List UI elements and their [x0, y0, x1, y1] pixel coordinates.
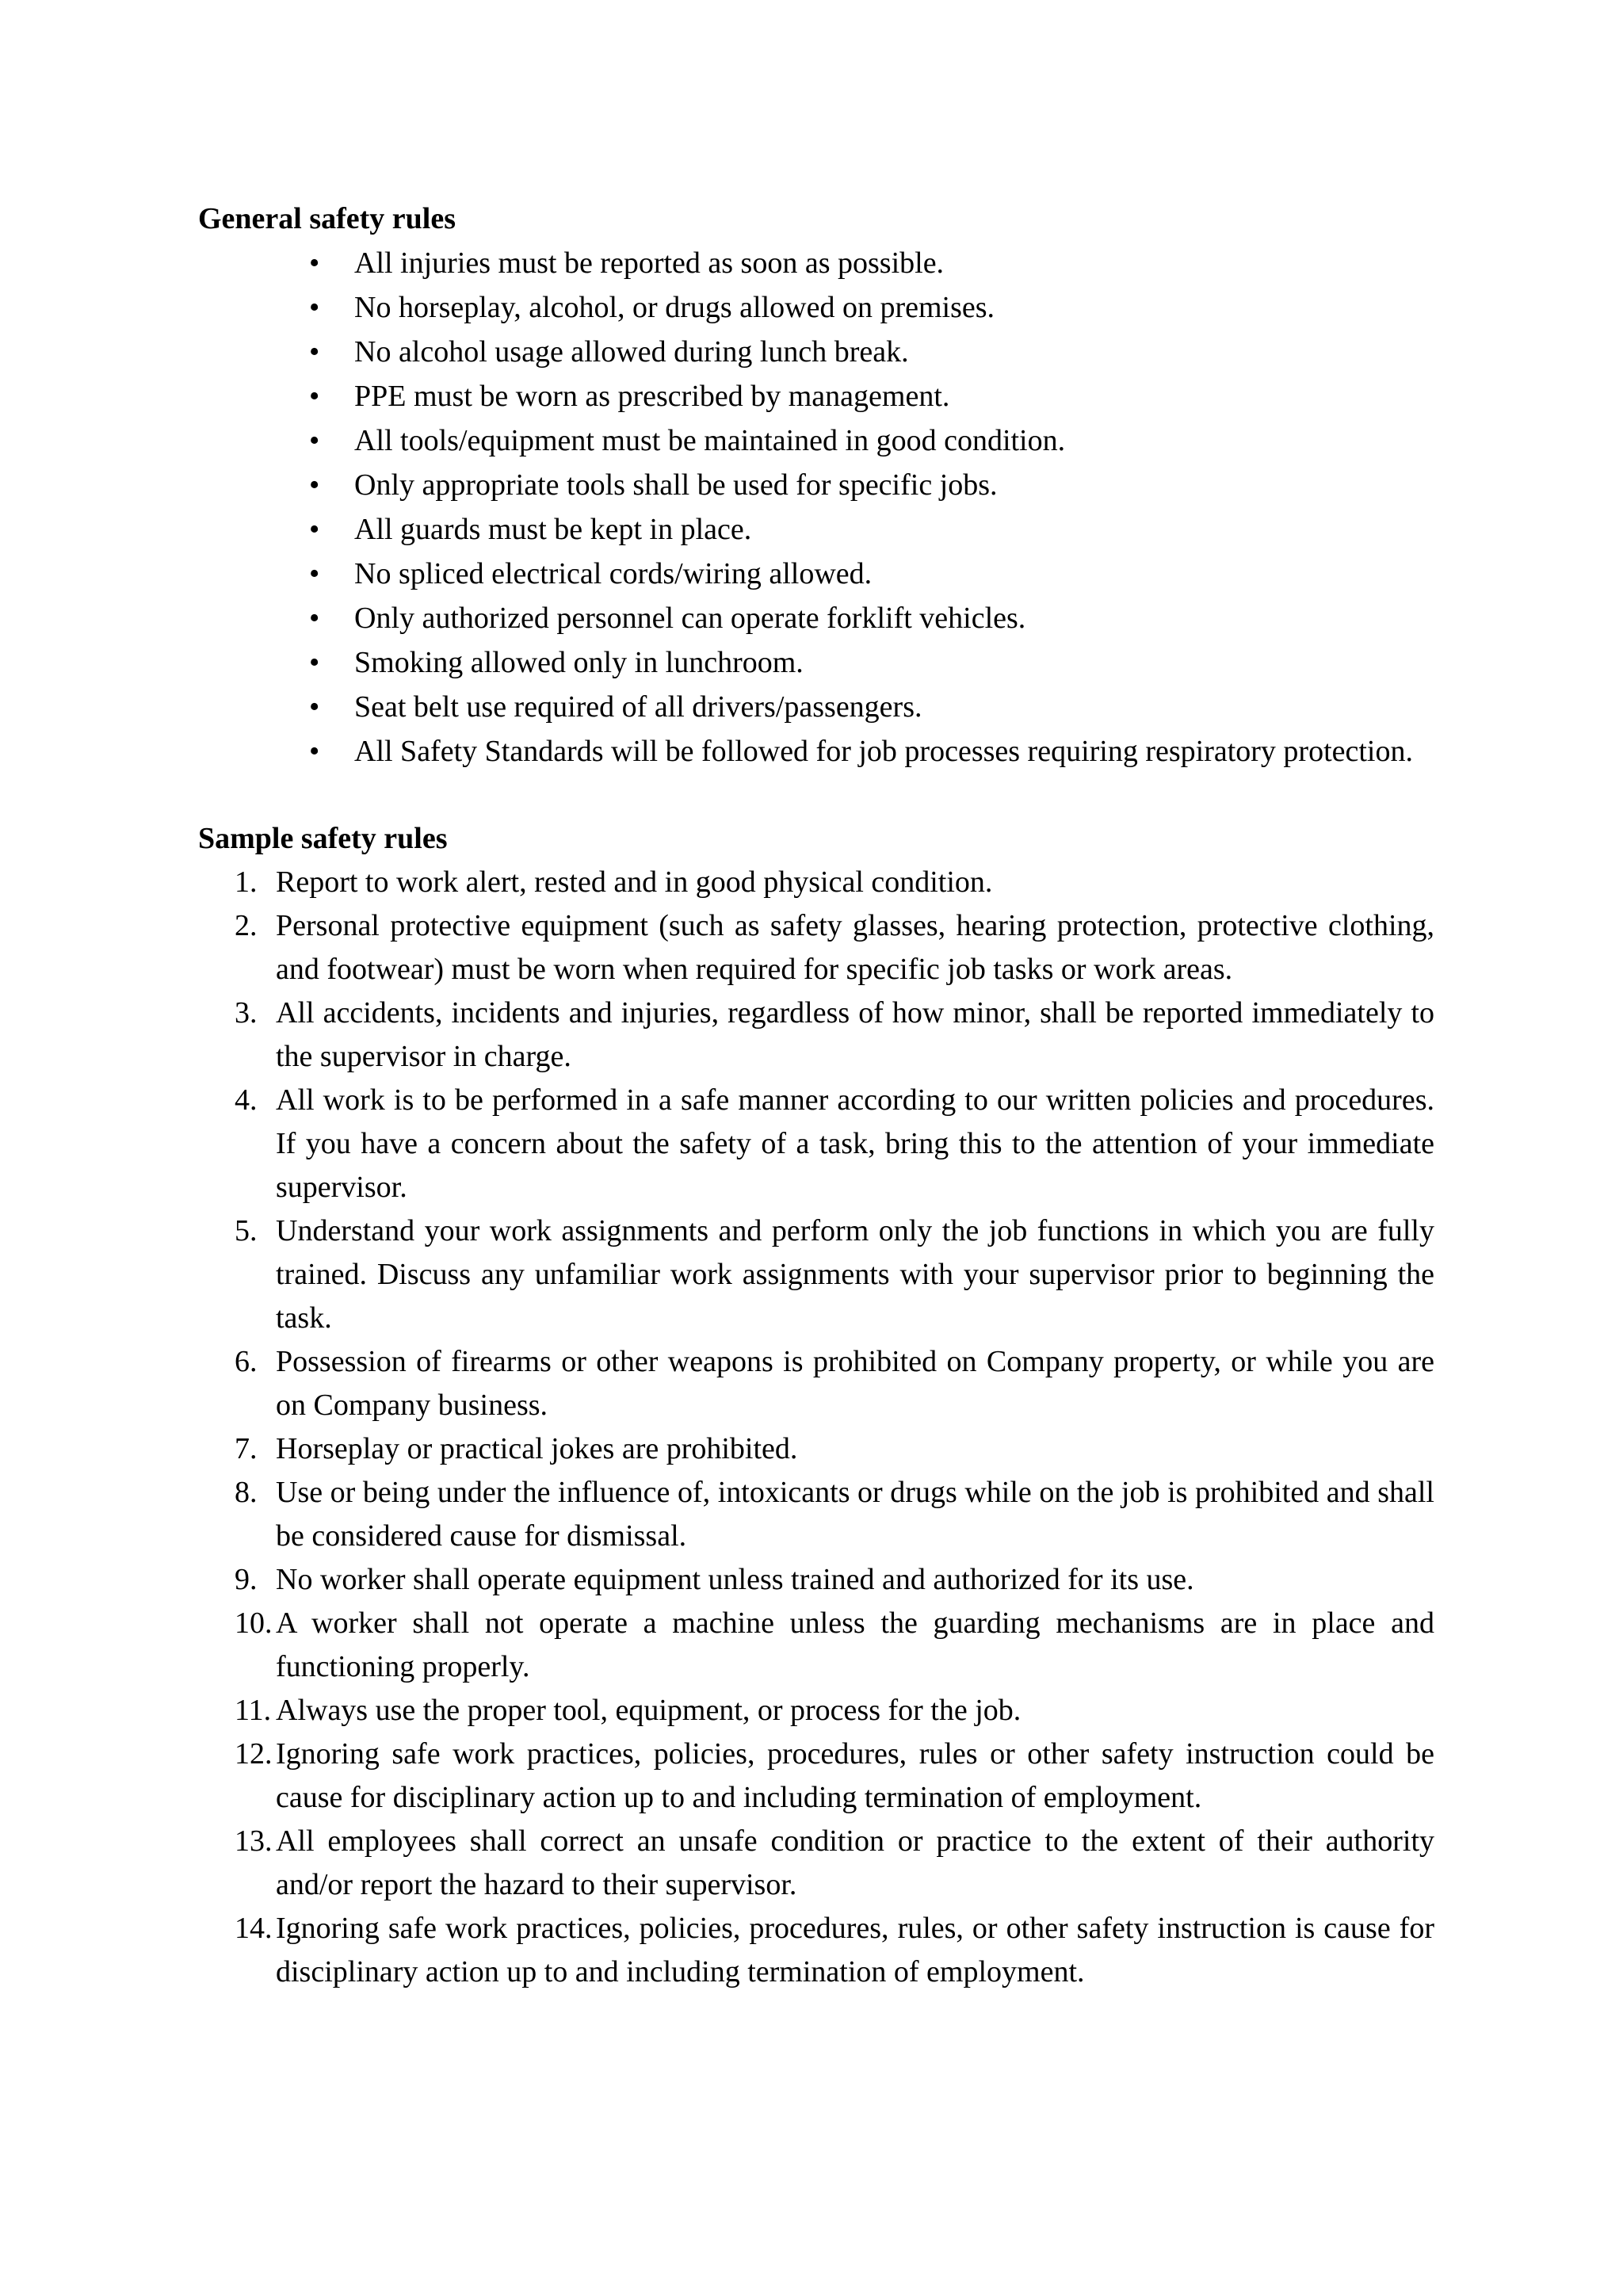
- general-rule-item: [198, 596, 1434, 640]
- general-rule-text: No alcohol usage allowed during lunch break.: [354, 335, 909, 369]
- sample-rule-item: [198, 1907, 1434, 1994]
- sample-rule-item: [198, 1689, 1434, 1733]
- general-safety-list: [198, 241, 1434, 774]
- sample-rule-text: Personal protective equipment (such as safety glasses, hearing protection, protective clothing, and footwear) must be worn when required for specific job tasks or work areas.: [276, 909, 1434, 986]
- general-rule-item: [198, 463, 1434, 507]
- sample-rule-item: [198, 1602, 1434, 1689]
- rule-number: 9.: [235, 1563, 258, 1596]
- rule-number: 7.: [235, 1432, 258, 1465]
- general-rule-item: [198, 418, 1434, 463]
- sample-rule-item: [198, 1209, 1434, 1340]
- rule-number: 10.: [235, 1606, 273, 1640]
- general-rule-text: All injuries must be reported as soon as possible.: [354, 246, 945, 280]
- sample-rule-text: Possession of firearms or other weapons is prohibited on Company property, or while you are on Company business.: [276, 1345, 1434, 1422]
- general-rule-text: All tools/equipment must be maintained in good condition.: [354, 424, 1066, 457]
- rule-number: 3.: [235, 996, 258, 1030]
- general-rule-text: Only appropriate tools shall be used for specific jobs.: [354, 468, 998, 502]
- general-rule-text: No spliced electrical cords/wiring allowed.: [354, 557, 873, 590]
- general-rule-item: [198, 507, 1434, 552]
- bullet-icon: •: [309, 424, 320, 457]
- bullet-icon: •: [309, 246, 320, 280]
- sample-rule-text: Understand your work assignments and perform only the job functions in which you are fully trained. Discuss any unfamiliar work assignments with your supervisor prior to beginning the task.: [276, 1214, 1434, 1335]
- general-rule-item: [198, 552, 1434, 596]
- sample-rule-text: Report to work alert, rested and in good physical condition.: [276, 865, 993, 899]
- rule-number: 4.: [235, 1083, 258, 1117]
- bullet-icon: •: [309, 735, 320, 768]
- general-rule-text: Only authorized personnel can operate forklift vehicles.: [354, 602, 1026, 635]
- sample-rule-item: [198, 1558, 1434, 1602]
- rule-number: 6.: [235, 1345, 258, 1378]
- sample-safety-list: [198, 861, 1434, 1994]
- sample-rule-item: [198, 861, 1434, 904]
- rule-number: 11.: [235, 1694, 272, 1727]
- sample-rule-item: [198, 1733, 1434, 1820]
- rule-number: 12.: [235, 1737, 273, 1771]
- rule-number: 8.: [235, 1476, 258, 1509]
- general-rule-item: [198, 374, 1434, 418]
- sample-rule-item: [198, 1471, 1434, 1558]
- general-rule-text: Smoking allowed only in lunchroom.: [354, 646, 804, 679]
- general-rule-item: [198, 729, 1434, 774]
- sample-rule-item: [198, 1079, 1434, 1209]
- sample-rule-text: No worker shall operate equipment unless trained and authorized for its use.: [276, 1563, 1194, 1596]
- bullet-icon: •: [309, 380, 320, 413]
- document-page: [198, 197, 1434, 1994]
- bullet-icon: •: [309, 468, 320, 502]
- sample-rule-text: Use or being under the influence of, intoxicants or drugs while on the job is prohibited and shall be considered cause for dismissal.: [276, 1476, 1434, 1553]
- rule-number: 5.: [235, 1214, 258, 1247]
- sample-rule-text: Ignoring safe work practices, policies, procedures, rules or other safety instruction could be cause for disciplinary action up to and including termination of employment.: [276, 1737, 1434, 1814]
- bullet-icon: •: [309, 602, 320, 635]
- sample-rule-item: [198, 1340, 1434, 1427]
- section-spacer: [198, 774, 1434, 816]
- general-rule-text: All Safety Standards will be followed for job processes requiring respiratory protection.: [354, 735, 1413, 768]
- general-rule-text: Seat belt use required of all drivers/passengers.: [354, 690, 922, 724]
- general-rule-item: [198, 640, 1434, 685]
- general-rule-item: [198, 330, 1434, 374]
- general-rule-text: All guards must be kept in place.: [354, 513, 752, 546]
- rule-number: 1.: [235, 865, 258, 899]
- bullet-icon: •: [309, 690, 320, 724]
- bullet-icon: •: [309, 646, 320, 679]
- bullet-icon: •: [309, 335, 320, 369]
- sample-rule-text: All accidents, incidents and injuries, regardless of how minor, shall be reported immediately to the supervisor in charge.: [276, 996, 1434, 1073]
- sample-rule-text: All employees shall correct an unsafe condition or practice to the extent of their authority and/or report the hazard to their supervisor.: [276, 1824, 1434, 1901]
- bullet-icon: •: [309, 291, 320, 324]
- general-safety-heading: General safety rules: [198, 202, 456, 235]
- sample-rule-item: [198, 904, 1434, 991]
- general-rule-item: [198, 685, 1434, 729]
- rule-number: 14.: [235, 1912, 273, 1945]
- general-rule-item: [198, 285, 1434, 330]
- general-rule-item: [198, 241, 1434, 285]
- sample-rule-item: [198, 991, 1434, 1079]
- sample-rule-text: Ignoring safe work practices, policies, procedures, rules, or other safety instruction is cause for disciplinary action up to and including termination of employment.: [276, 1912, 1434, 1988]
- sample-rule-text: Horseplay or practical jokes are prohibited.: [276, 1432, 798, 1465]
- bullet-icon: •: [309, 513, 320, 546]
- sample-safety-heading: Sample safety rules: [198, 822, 448, 855]
- general-rule-text: No horseplay, alcohol, or drugs allowed on premises.: [354, 291, 995, 324]
- rule-number: 2.: [235, 909, 258, 942]
- sample-rule-item: [198, 1427, 1434, 1471]
- sample-rule-item: [198, 1820, 1434, 1907]
- sample-rule-text: Always use the proper tool, equipment, or process for the job.: [276, 1694, 1022, 1727]
- general-rule-text: PPE must be worn as prescribed by management.: [354, 380, 950, 413]
- sample-rule-text: All work is to be performed in a safe manner according to our written policies and procedures. If you have a concern about the safety of a task, bring this to the attention of your immediate supervisor.: [276, 1083, 1434, 1204]
- sample-rule-text: A worker shall not operate a machine unless the guarding mechanisms are in place and functioning properly.: [276, 1606, 1434, 1683]
- rule-number: 13.: [235, 1824, 273, 1858]
- bullet-icon: •: [309, 557, 320, 590]
